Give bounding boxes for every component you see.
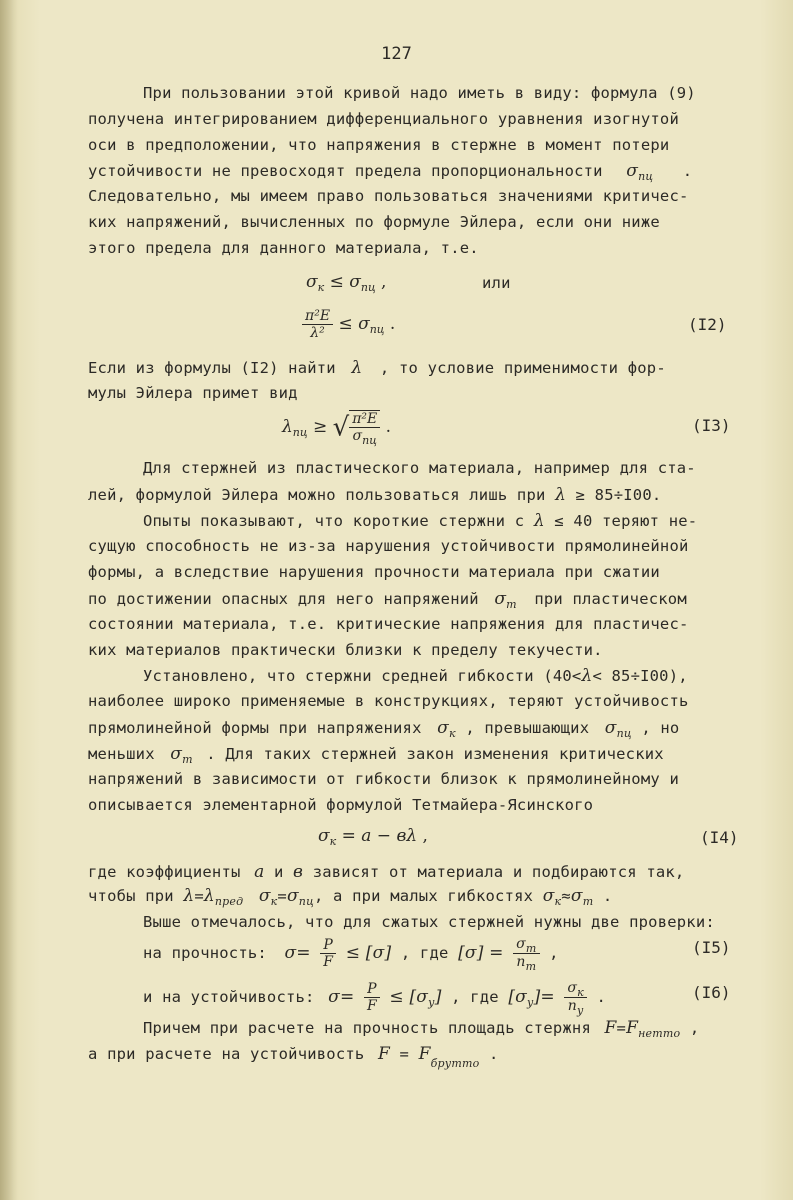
text-line: ких напряжений, вычисленных по формуле Эйлера, если они ниже [88,213,660,231]
text-line: Установлено, что стержни средней гибкости (40<λ< 85÷I00), [143,666,688,686]
text-line: Если из формулы (I2) найти λ , то условие применимости фор- [88,358,666,378]
equation-number-16: (I6) [692,983,731,1002]
text-line: Выше отмечалось, что для сжатых стержней нужны две проверки: [143,913,715,931]
equation-number-13: (I3) [692,416,731,435]
text-line: оси в предположении, что напряжения в стержне в момент потери [88,136,670,154]
text-line: а при расчете на устойчивость $F = F_{брутто}$ . [88,1044,499,1070]
text-line: мулы Эйлера примет вид [88,384,298,402]
text-line: меньших $\sigma_т$ . Для таких стержней закон изменения критических [88,744,664,766]
text-line: и на устойчивость: σ= $\frac{P}{F}$ ≤ $[\sigma_у]$ , где $[\sigma_у]=$ $\frac{\sigma_к}{n_у}$ . [143,980,607,1017]
equation-number-15: (I5) [692,938,731,957]
text-line: прямолинейной формы при напряжениях $\sigma_к$ , превышающих $\sigma_{пц}$ , но [88,718,680,740]
formula-12: $\frac{\text{π²E}}{\text{λ²}}$ ≤ $\sigma_{пц}$ . [302,308,395,341]
equation-number-12: (I2) [688,315,727,334]
text-line: формы, а вследствие нарушения прочности материала при сжатии [88,563,660,581]
page-edge-stain [0,0,18,1200]
text-line: этого предела для данного материала, т.е. [88,239,479,257]
text-line: напряжений в зависимости от гибкости близок к прямолинейному и [88,770,679,788]
text-line: получена интегрированием дифференциального уравнения изогнутой [88,110,679,128]
text-line: описывается элементарной формулой Тетмайера-Ясинского [88,796,594,814]
text-line: где коэффициенты a и в зависят от материала и подбираются так, [88,862,685,882]
text-line: При пользовании этой кривой надо иметь в виду: формула (9) [143,84,696,102]
text-line: чтобы при $\lambda=\lambda_{пред}$ $\sigma_к=\sigma_{пц}$, а при малых гибкостях $\sigma_к\approx\sigma_т$ . [88,886,613,908]
equation-number-14: (I4) [700,828,739,847]
text-line: состоянии материала, т.е. критические напряжения для пластичес- [88,615,689,633]
or-word: или [482,274,511,292]
text-line: Для стержней из пластического материала, например для ста- [143,459,696,477]
text-line: Следовательно, мы имеем право пользоваться значениями критичес- [88,187,689,205]
text-line: устойчивости не превосходят предела пропорциональности $\sigma_{пц}$ . [88,161,693,183]
text-line: ких материалов практически близки к пределу текучести. [88,641,603,659]
formula-13: $\lambda_{пц}$ ≥ √ $\frac{\text{π²E}}{\sigma_{пц}}$ . [282,411,392,447]
formula-14: $\sigma_к = a - в\lambda$ , [318,826,428,848]
inequality-sigma-k: $\sigma_к \le \sigma_{пц}$ , [306,272,387,294]
text-line: по достижении опасных для него напряжений $\sigma_т$ при пластическом [88,589,687,611]
text-line: сущую способность не из-за нарушения устойчивости прямолинейной [88,537,689,555]
text-line: наиболее широко применяемые в конструкциях, теряют устойчивость [88,692,689,710]
text-line: Опыты показывают, что короткие стержни с λ ≤ 40 теряют не- [143,511,698,531]
text-line: лей, формулой Эйлера можно пользоваться лишь при λ ≥ 85÷I00. [88,485,662,505]
text-line: на прочность: σ= $\frac{P}{F}$ ≤ [σ] , где [σ] = $\frac{\sigma_т}{n_т}$ , [143,936,559,973]
page-number: 127 [381,44,412,64]
text-line: Причем при расчете на прочность площадь стержня $F=F_{нетто}$ , [143,1018,700,1040]
